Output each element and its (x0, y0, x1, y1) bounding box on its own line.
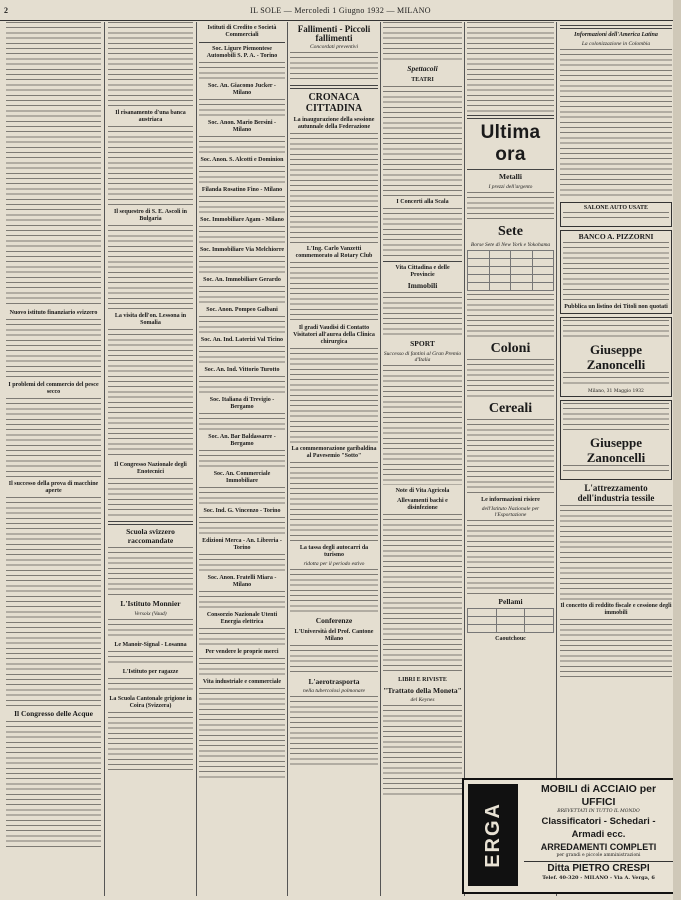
divider (560, 25, 672, 29)
company-notice-title: Soc. Immobiliare Agam - Milano (200, 217, 284, 223)
section-headline: Informazioni dell'America Latina (574, 32, 658, 38)
advert-body (524, 783, 673, 882)
market-headline: Coloni (490, 340, 531, 356)
body-text (467, 520, 554, 595)
company-notice-title: Soc. Ind. G. Vincenzo - Torino (203, 508, 281, 514)
body-text (383, 705, 462, 795)
body-text (199, 256, 285, 274)
article-headline: Il successo della prova di macchine aperte (8, 481, 99, 494)
market-headline: Le informazioni risiere (481, 496, 540, 503)
body-text (560, 619, 672, 679)
section-banner: Fallimenti - Piccoli fallimenti (297, 24, 371, 43)
body-text (108, 547, 193, 597)
school-name: La Scuola Cantonale grigione in Coira (Svizzera) (109, 695, 192, 709)
article-headline: La tassa degli autocarri da turismo (299, 545, 369, 558)
article-headline: Il Congresso delle Acque (14, 709, 93, 718)
body-text (199, 450, 285, 468)
column-rule (104, 22, 105, 896)
body-text (108, 678, 193, 693)
body-text (199, 628, 285, 646)
body-text (108, 22, 193, 107)
article-headline: Il sequestro di S. E. Ascoli in Bulgaria (114, 209, 187, 222)
body-text (290, 348, 378, 443)
body-text (199, 196, 285, 214)
brand-logo (468, 784, 518, 886)
ad-slogan: Pubblica un listino dei Titoli non quotati (564, 303, 668, 310)
body-text (383, 365, 462, 485)
body-text (199, 591, 285, 609)
article-subtitle: ridotta per il periodo estivo (303, 561, 365, 567)
column-rule (287, 22, 288, 896)
market-headline: Sete (498, 223, 523, 239)
ad-title: BANCO A. PIZZORNI (578, 232, 654, 241)
article-headline: Il gradi Vaudisi di Contatto Visitatori all'aurea della Clinica chirurgica (293, 325, 375, 345)
company-notice-title: Soc. An. Giacomo Jucker - Milano (208, 83, 276, 96)
body-text (290, 133, 378, 243)
body-text (199, 517, 285, 535)
divider (467, 169, 554, 170)
body-text (108, 619, 193, 639)
advert-audience: per grandi e piccole amministrazioni (556, 853, 641, 858)
market-headline: Cereali (488, 400, 533, 416)
body-text (108, 329, 193, 459)
company-notice-title: Soc. An. Ind. Vittorio Turotto (204, 367, 280, 373)
article-headline: Il Congresso Nazionale degli Enotecnici (114, 462, 187, 475)
company-notice-title: Edizioni Merca - An. Libreria - Torino (202, 538, 282, 551)
article-headline: La inaugurazione della sessione autunnale della Federazione (293, 117, 375, 130)
body-text (199, 99, 285, 117)
advert-headline: MOBILI di ACCIAIO per UFFICI (540, 783, 657, 808)
advert-products: Classificatori - Schedari - Armadi ecc. (541, 816, 656, 840)
body-text (199, 62, 285, 80)
company-notice-title: Soc. Ligure Piemontese Automobili S. P. A. - Torino (206, 46, 278, 59)
body-text (199, 166, 285, 184)
article-headline: L'Ing. Carlo Vanzetti commemorato al Rotary Club (295, 246, 373, 259)
column-rule (464, 22, 465, 896)
section-headline: TEATRI (411, 76, 434, 83)
market-subtitle: Borse Sete di New York e Yokohama (470, 241, 551, 248)
column-6 (467, 22, 554, 900)
body-text (199, 376, 285, 394)
body-text (6, 721, 101, 851)
company-notice-title: Soc. An. Ind. Laterizi Val Ticino (200, 337, 284, 343)
column-1 (6, 22, 101, 900)
body-text (199, 487, 285, 505)
article-headline: L'aerotrasporta (308, 676, 360, 686)
section-headline: SPORT (410, 339, 435, 348)
body-text (6, 319, 101, 379)
article-subtitle: nella tubercolosi polmonare (303, 688, 365, 694)
ad-text (563, 320, 669, 340)
school-place: Versoix (Vaud) (134, 610, 167, 617)
body-text (199, 316, 285, 334)
column-rule (556, 22, 557, 896)
ad-text (563, 403, 669, 433)
company-notice-title: Soc. An. Immobiliare Gerardo (203, 277, 281, 283)
body-text (560, 505, 672, 600)
body-text (199, 346, 285, 364)
section-banner: Ultima ora (480, 122, 541, 165)
body-text (108, 651, 193, 666)
section-headline: Scuola svizzero raccomandate (126, 527, 175, 545)
advert-tagline: BREVETTATI IN TUTTO IL MONDO (557, 809, 640, 814)
column-rule (380, 22, 381, 896)
company-notice-title: Soc. An. Commerciale Immobiliare (213, 471, 271, 484)
body-text (467, 359, 554, 399)
body-text (290, 52, 378, 82)
company-notice-title: Soc. An. Bar Baldassarre - Bergamo (208, 434, 276, 447)
article-subtitle: Successo di fantini al Gran Premio d'Italia (383, 350, 462, 363)
article-headline: Allevamenti bachi e disinfezione (397, 497, 448, 511)
company-notice-title: Soc. Italiana di Trevigio - Bergamo (209, 397, 275, 410)
advert-offer: ARREDAMENTI COMPLETI (540, 842, 657, 852)
article-headline: Il risanamento d'una banca austriaca (115, 110, 186, 123)
body-text (383, 22, 462, 62)
section-headline: LIBRI E RIVISTE (398, 676, 447, 683)
school-name: L'Istituto per ragazze (122, 668, 179, 675)
market-headline: Pellami (498, 596, 523, 606)
article-headline: La commemorazione garibaldina al Pavesemio "Sotto" (291, 446, 377, 459)
ad-text (563, 465, 669, 475)
company-notice-title: Soc. Anon. Mario Bersini - Milano (207, 120, 276, 133)
article-subtitle: La colonizzazione in Colombia (581, 41, 651, 47)
body-text (6, 398, 101, 478)
bank-ad (560, 230, 672, 314)
article-headline: I Concerti alla Scala (396, 198, 449, 205)
body-text (290, 645, 378, 675)
section-headline: Note di Vita Agricola (395, 487, 450, 494)
divider (199, 42, 285, 43)
article-headline: Nuovo istituto finanziario svizzero (9, 310, 98, 316)
body-text (199, 554, 285, 572)
article-headline: Immobili (407, 280, 438, 290)
section-subtitle: Concordati preventivi (309, 44, 358, 50)
ad-text (563, 372, 669, 387)
body-text (108, 712, 193, 772)
column-7 (560, 22, 672, 900)
market-headline: Metalli (499, 172, 522, 181)
body-text (383, 208, 462, 258)
body-text (290, 569, 378, 614)
section-headline: CRONACA CITTADINA (305, 92, 363, 114)
ad-title: SALONE AUTO USATE (583, 205, 649, 211)
brand-name: ERGA (481, 802, 504, 868)
obituary-place: Milano, 31 Maggio 1932 (588, 388, 644, 394)
article-headline: I problemi del commercio del pesce secco (8, 382, 99, 395)
column-5 (383, 22, 462, 900)
body-text (467, 22, 554, 112)
section-headline: Vita Cittadina e delle Provincie (395, 264, 450, 278)
company-notice-title: Consorzio Nazionale Utenti Energia elettrica (206, 612, 278, 625)
page-header (0, 0, 681, 21)
article-headline: La visita dell'on. Lessona in Somalia (114, 313, 187, 326)
body-text (383, 86, 462, 196)
advert-contact: Telef. 40-320 - MILANO - Via A. Verga, 6 (542, 875, 655, 881)
ad-text (563, 242, 669, 302)
masthead: IL SOLE — Mercoledì 1 Giugno 1932 — MILANO (250, 6, 431, 15)
column-3 (199, 22, 285, 900)
body-text (467, 294, 554, 339)
divider (290, 85, 378, 89)
body-text (108, 225, 193, 310)
body-text (383, 292, 462, 337)
body-text (290, 262, 378, 322)
company-notice-list (199, 46, 285, 676)
company-notice-title: Soc. Anon. Pompeo Galbani (206, 307, 278, 313)
section-headline: Spettacoli (407, 64, 438, 73)
furniture-advert (462, 778, 678, 894)
market-subtitle: I prezzi dell'argento (488, 183, 533, 190)
body-text (290, 462, 378, 542)
company-notice-title: Soc. Immobiliare Via Melchiorre (199, 247, 285, 253)
school-name: L'Istituto Monnier (120, 599, 181, 608)
company-notice-title: Soc. Anon. Fratelli Miara - Milano (207, 575, 277, 588)
school-name: Le Manoir-Signal - Losanna (114, 641, 187, 648)
body-text (467, 192, 554, 222)
article-headline: Il concetto di reddito fiscale e cessione degli immobili (560, 603, 672, 616)
section-headline: Istituti di Credito e Società Commerciali (207, 25, 277, 38)
column-rule (196, 22, 197, 896)
price-table (467, 250, 554, 291)
article-headline: L'Università del Prof. Cantone Milano (294, 628, 374, 642)
divider (467, 115, 554, 119)
classified-ad (560, 202, 672, 227)
body-text (108, 478, 193, 518)
body-text (108, 126, 193, 206)
ad-text (563, 212, 669, 222)
section-headline: Vita industriale e commerciale (202, 679, 282, 685)
page-number: 2 (4, 6, 8, 15)
company-notice-title: Filanda Rosatino Fino - Milano (201, 187, 283, 193)
body-text (199, 286, 285, 304)
divider (383, 261, 462, 262)
price-table (467, 608, 554, 633)
body-text (6, 22, 101, 307)
obituary-notice (560, 400, 672, 480)
article-headline: L'attrezzamento dell'industria tessile (577, 483, 655, 503)
body-text (6, 497, 101, 707)
body-text (560, 49, 672, 199)
body-text (383, 514, 462, 674)
market-headline: Caoutchouc (495, 636, 526, 642)
column-2 (108, 22, 193, 900)
body-text (199, 226, 285, 244)
column-4 (290, 22, 378, 900)
body-text (199, 658, 285, 676)
article-subtitle: del Keynes (410, 697, 435, 703)
company-notice-title: Soc. Anon. S. Alcotti e Dominion (200, 157, 284, 163)
market-subtitle: dell'Istituto Nazionale per l'Esportazione (481, 505, 540, 518)
company-notice-title: Per vendere le proprie merci (205, 649, 279, 655)
advert-company: Ditta PIETRO CRESPI (524, 861, 673, 875)
body-text (199, 136, 285, 154)
section-headline: Conferenze (315, 616, 353, 625)
body-text (199, 413, 285, 431)
body-text (467, 419, 554, 494)
divider (108, 521, 193, 525)
obituary-notice (560, 317, 672, 398)
obituary-name: Giuseppe Zanoncelli (586, 435, 646, 465)
body-text (199, 688, 285, 778)
obituary-name: Giuseppe Zanoncelli (586, 341, 646, 372)
page-edge (673, 0, 681, 900)
body-text (290, 696, 378, 766)
article-headline: "Trattato della Moneta" (383, 685, 462, 695)
